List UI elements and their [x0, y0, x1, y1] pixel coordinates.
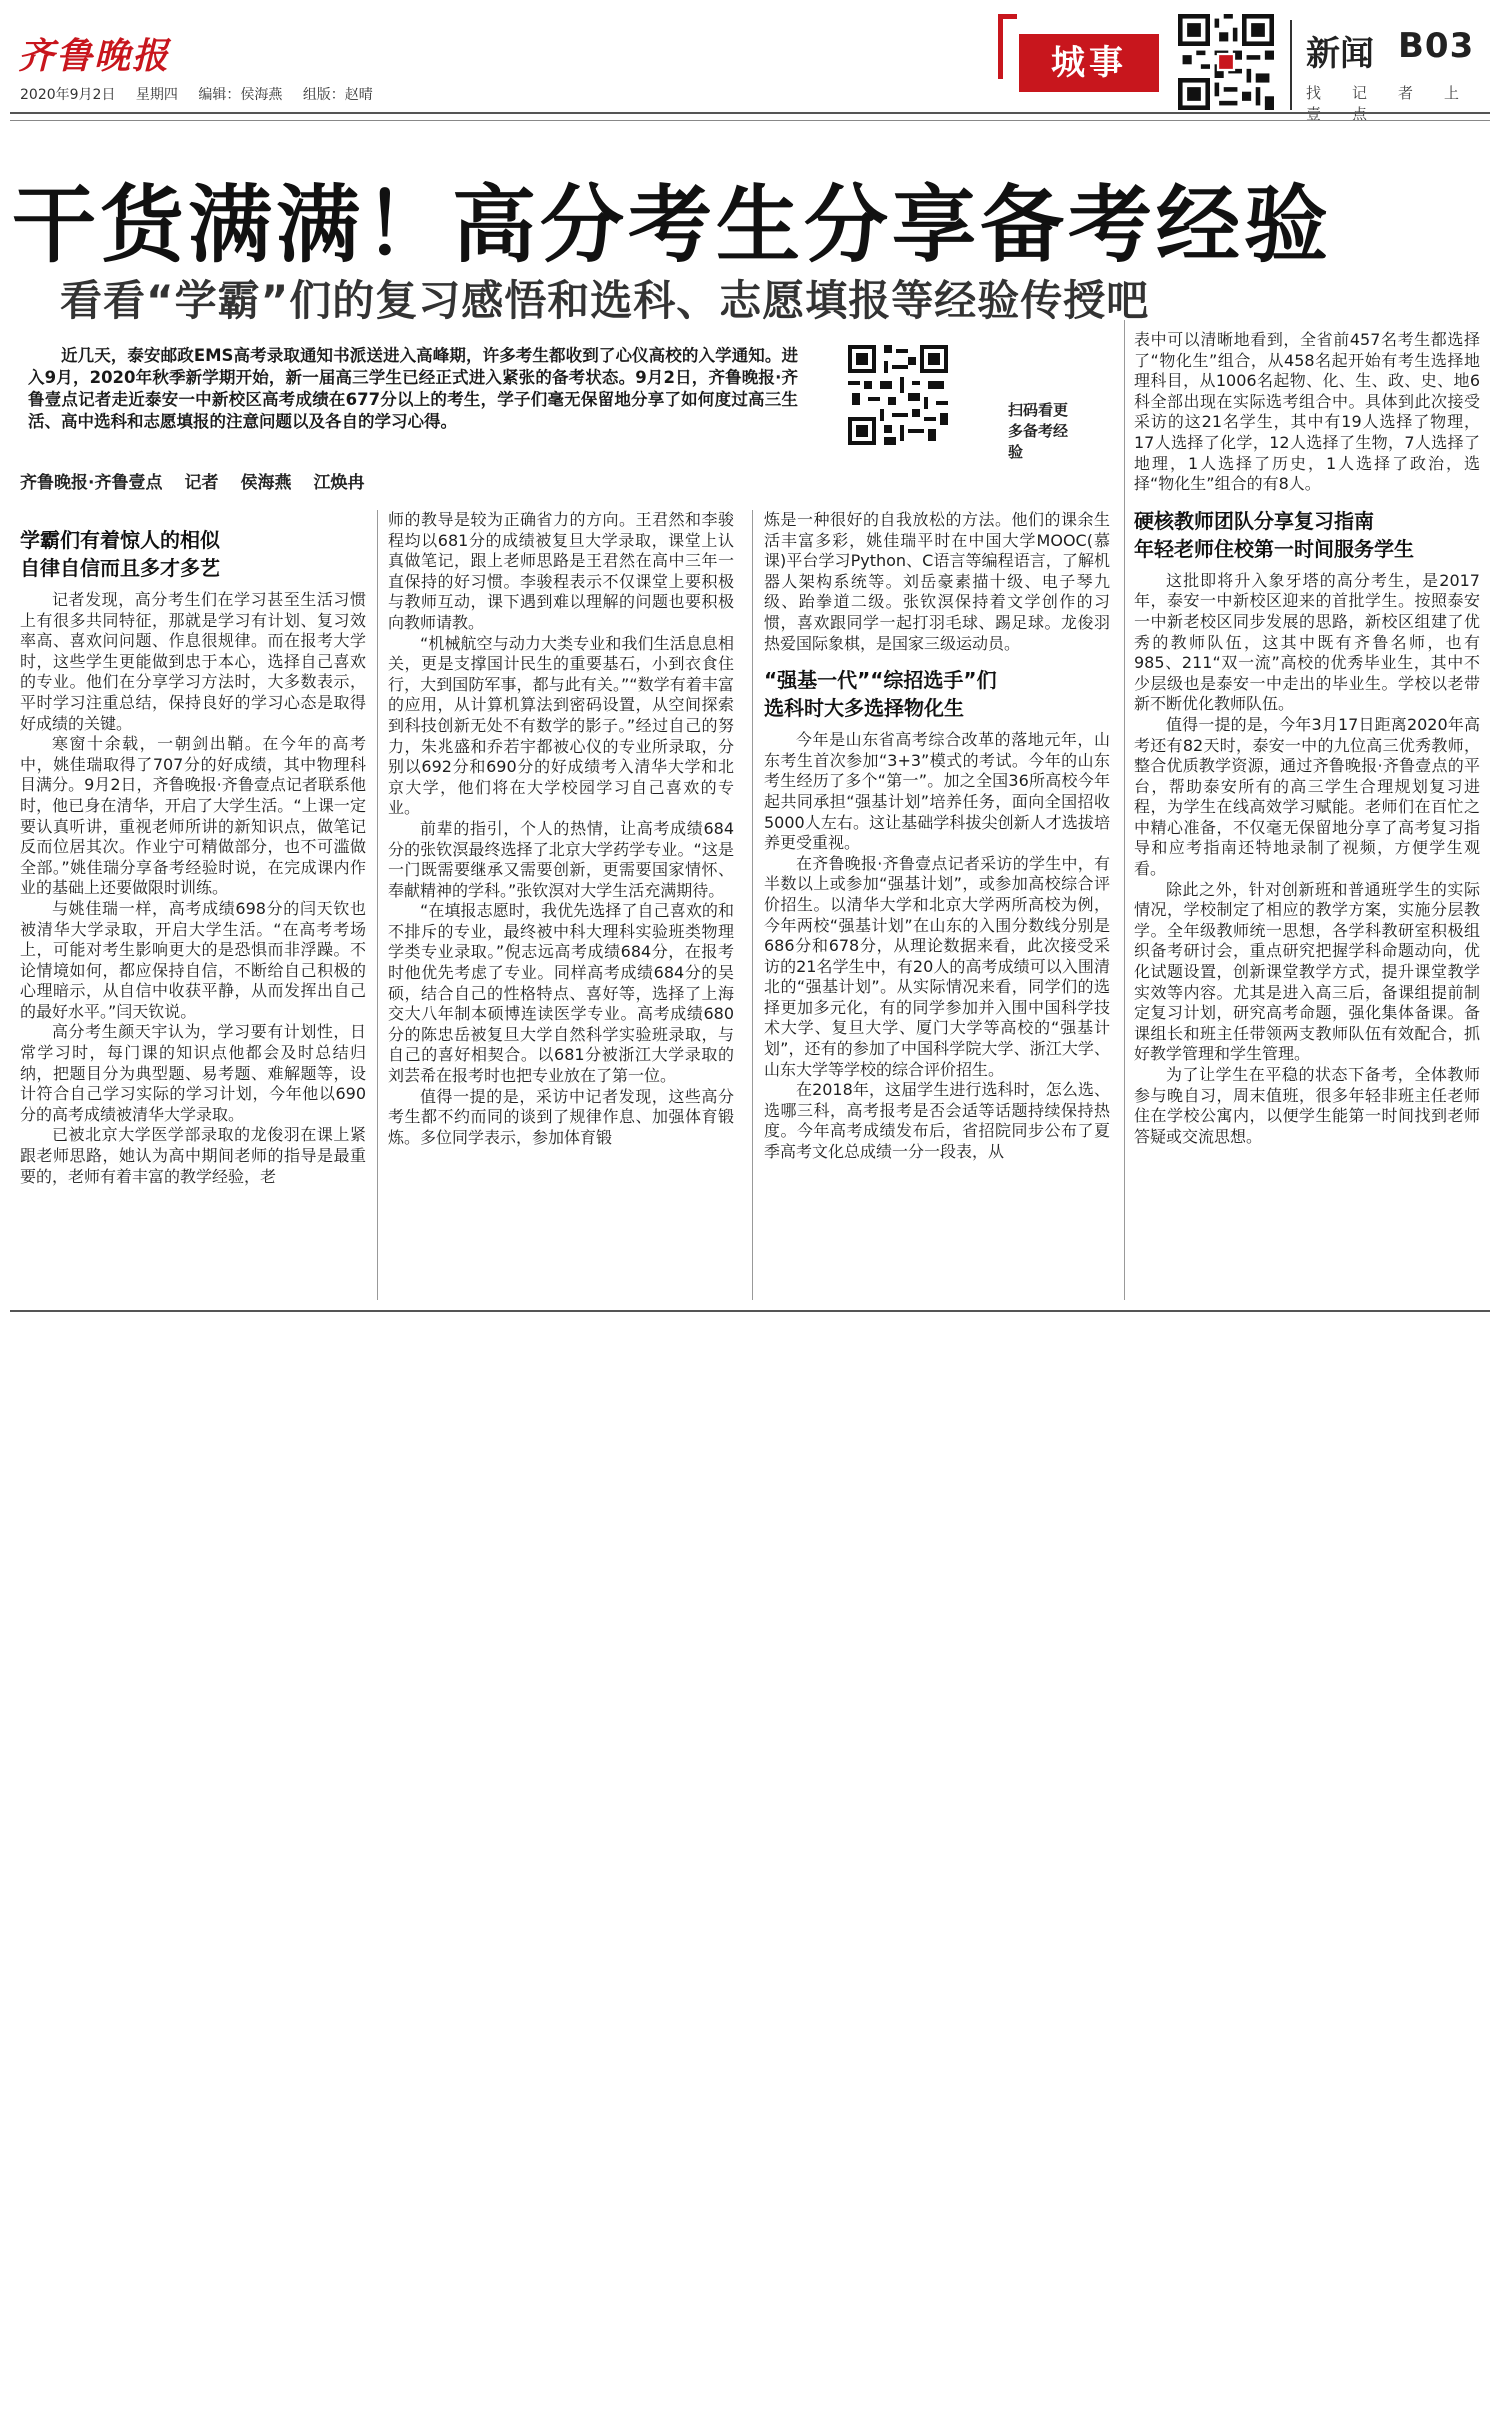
- section-heading: 学霸们有着惊人的相似 自律自信而且多才多艺: [20, 528, 220, 580]
- article-subheadline: 看看“学霸”们的复习感悟和选科、志愿填报等经验传授吧: [60, 276, 1150, 325]
- article-column-1: [20, 520, 366, 1187]
- paragraph: 这批即将升入象牙塔的高分考生，是2017年，泰安一中新校区迎来的首批学生。按照泰安一中新老校区同步发展的思路，新校区组建了优秀的教师队伍，这其中既有齐鲁名师，也有985、211“双一流”高校的优秀毕业生，其中不少层级也是泰安一中走出的毕业生。学校以老带新不断优化教师队伍。: [1134, 570, 1480, 714]
- paragraph: 师的教导是较为正确省力的方向。王君然和李骏程均以681分的成绩被复旦大学录取，课堂上认真做笔记，跟上老师思路是王君然在高中三年一直保持的好习惯。李骏程表示不仅课堂上要积极与教师互动，课下遇到难以理解的问题也要积极向教师请教。: [388, 510, 734, 632]
- paragraph: 表中可以清晰地看到，全省前457名考生都选择了“物化生”组合，从458名起开始有考生选择地理科目，从1006名起物、化、生、政、史、地6科全部出现在实际选考组合中。具体到此次接受采访的这21名学生，其中有19人选择了物理，17人选择了化学，12人选择了生物，7人选择了地理，1人选择了历史，1人选择了政治，选择“物化生”组合的有8人。: [1134, 330, 1480, 494]
- reporter-slogan: 找 记 者 上壹 点: [1306, 84, 1463, 123]
- page-bottom-rule: [10, 1310, 1490, 1312]
- newspaper-logo: 齐鲁晚报: [18, 35, 171, 77]
- paragraph: 寒窗十余载，一朝剑出鞘。在今年的高考中，姚佳瑞取得了707分的好成绩，其中物理科目满分。9月2日，齐鲁晚报·齐鲁壹点记者联系他时，他已身在清华，开启了大学生活。“上课一定要认真听讲，重视老师所讲的新知识点，做笔记反而位居其次。作业宁可精做部分，也不可滥做全部。”姚佳瑞分享备考经验时说，在完成课内作业的基础上还要做限时训练。: [20, 734, 366, 898]
- qr-caption: 扫码看更多备考经验: [1008, 401, 1069, 461]
- column-divider: [1124, 320, 1125, 1300]
- paragraph: 已被北京大学医学部录取的龙俊羽在课上紧跟老师思路，她认为高中期间老师的指导是最重要的，老师有着丰富的教学经验，老: [20, 1125, 366, 1186]
- article-column-3: [764, 510, 1110, 1163]
- section-tag: 城事: [1019, 34, 1159, 92]
- article-qr-code-icon[interactable]: [848, 345, 948, 445]
- paragraph: 记者发现，高分考生们在学习甚至生活习惯上有很多共同特征，那就是学习有计划、复习效率高、喜欢问问题、作息很规律。而在报考大学时，这些学生更能做到忠于本心，选择自己喜欢的专业。他们在分享学习方法时，大多数表示，平时学习注重总结，保持良好的学习心态是取得好成绩的关键。: [20, 590, 366, 733]
- paragraph: 为了让学生在平稳的状态下备考，全体教师参与晚自习，周末值班，很多年轻非班主任老师住在学校公寓内，以便学生能第一时间找到老师答疑或交流思想。: [1134, 1065, 1480, 1146]
- editor-credit: 编辑：侯海燕: [198, 87, 283, 103]
- paragraph: 炼是一种很好的自我放松的方法。他们的课余生活丰富多彩，姚佳瑞平时在中国大学MOOC(慕课)平台学习Python、C语言等编程语言，了解机器人架构系统等。刘岳豪素描十级、电子琴九级、跆拳道二级。张钦溟保持着文学创作的习惯，喜欢跟同学一起打羽毛球、踢足球。龙俊羽热爱国际象棋，是国家三级运动员。: [764, 510, 1110, 653]
- news-label: 新闻: [1306, 34, 1374, 74]
- column-divider: [752, 510, 753, 1300]
- masthead-separator: [1290, 20, 1292, 110]
- section-heading: 硬核教师团队分享复习指南 年轻老师住校第一时间服务学生: [1134, 508, 1414, 561]
- page-number: B03: [1398, 26, 1475, 66]
- paragraph: 今年是山东省高考综合改革的落地元年，山东考生首次参加“3+3”模式的考试。今年的山东考生经历了多个“第一”。加之全国36所高校今年起共同承担“强基计划”培养任务，面向全国招收5000人左右。这让基础学科拔尖创新人才选拔培养更受重视。: [764, 730, 1110, 853]
- paragraph: 与姚佳瑞一样，高考成绩698分的闫天钦也被清华大学录取，开启大学生活。“在高考考场上，可能对考生影响更大的是恐惧而非浮躁。不论情境如何，都应保持自信，不断给自己积极的心理暗示，从自信中收获平静，从而发挥出自己的最好水平。”闫天钦说。: [20, 898, 366, 1021]
- article-byline: 齐鲁晚报·齐鲁壹点 记者 侯海燕 江焕冉: [20, 473, 365, 493]
- issue-date: 2020年9月2日: [20, 87, 116, 103]
- section-bracket-decoration: [998, 14, 1017, 79]
- paragraph: “机械航空与动力大类专业和我们生活息息相关，更是支撑国计民生的重要基石，小到衣食住行，大到国防军事，都与此有关。”“数学有着丰富的应用，从计算机算法到密码设置，从空间探索到科技创新无处不有数学的影子。”经过自己的努力，朱兆盛和乔若宇都被心仪的专业所录取，分别以692分和690分的好成绩考入清华大学和北京大学，他们将在大学校园学习自己喜欢的专业。: [388, 633, 734, 818]
- paragraph: 在2018年，这届学生进行选科时，怎么选、选哪三科，高考报考是否会适等话题持续保持热度。今年高考成绩发布后，省招院同步公布了夏季高考文化总成绩一分一段表，从: [764, 1080, 1110, 1162]
- paragraph: 除此之外，针对创新班和普通班学生的实际情况，学校制定了相应的教学方案，实施分层教学。全年级教师统一思想，各学科教研室积极组织备考研讨会，重点研究把握学科命题动向，优化试题设置，创新课堂教学方式，提升课堂教学实效等内容。尤其是进入高三后，备课组提前制定复习计划，研究高考命题，强化集体备课。备课组长和班主任带领两支教师队伍有效配合，抓好教学管理和学生管理。: [1134, 879, 1480, 1064]
- paragraph: 值得一提的是，今年3月17日距离2020年高考还有82天时，泰安一中的九位高三优秀教师，整合优质教学资源，通过齐鲁晚报·齐鲁壹点的平台，帮助泰安所有的高三学生合理规划复习进程，为学生在线高效学习赋能。老师们在百忙之中精心准备，不仅毫无保留地分享了高考复习指导和应考指南还特地录制了视频，方便学生观看。: [1134, 714, 1480, 879]
- section-heading: “强基一代”“综招选手”们 选科时大多选择物化生: [764, 668, 997, 721]
- masthead-rule-thin: [10, 120, 1490, 121]
- dateline: [20, 84, 389, 104]
- paragraph: 前辈的指引，个人的热情，让高考成绩684分的张钦溟最终选择了北京大学药学专业。“这是一门既需要继承又需要创新，更需要国家情怀、奉献精神的学科。”张钦溟对大学生活充满期待。: [388, 818, 734, 900]
- article-column-2: [388, 510, 734, 1148]
- paragraph: “在填报志愿时，我优先选择了自己喜欢的和不排斥的专业，最终被中科大理科实验班类物理学类专业录取。”倪志远高考成绩684分，在报考时他优先考虑了专业。同样高考成绩684分的吴硕，结合自己的性格特点、喜好等，选择了上海交大八年制本硕博连读医学专业。高考成绩680分的陈忠岳被复旦大学自然科学实验班录取，与自己的喜好相契合。以681分被浙江大学录取的刘芸希在报考时也把专业放在了第一位。: [388, 901, 734, 1086]
- qr-code-icon: [1178, 14, 1274, 110]
- paragraph: 在齐鲁晚报·齐鲁壹点记者采访的学生中，有半数以上或参加“强基计划”，或参加高校综合评价招生。以清华大学和北京大学两所高校为例，今年两校“强基计划”在山东的入围分数线分别是686分和678分，从理论数据来看，此次接受采访的21名学生中，有20人的高考成绩可以入围清北的“强基计划”。从实际情况来看，同学们的选择更加多元化，有的同学参加并入围中国科学技术大学、复旦大学、厦门大学等高校的“强基计划”，还有的参加了中国科学院大学、浙江大学、山东大学等学校的综合评价招生。: [764, 853, 1110, 1079]
- article-lead: 近几天，泰安邮政EMS高考录取通知书派送进入高峰期，许多考生都收到了心仪高校的入学通知。进入9月，2020年秋季新学期开始，新一届高三学生已经正式进入紧张的备考状态。9月2日，齐鲁晚报·齐鲁壹点记者走近泰安一中新校区高考成绩在677分以上的考生，学子们毫无保留地分享了如何度过高三生活、高中选科和志愿填报的注意问题以及各自的学习心得。: [28, 346, 798, 431]
- layout-credit: 组版：赵晴: [302, 87, 373, 103]
- paragraph: 值得一提的是，采访中记者发现，这些高分考生都不约而同的谈到了规律作息、加强体育锻炼。多位同学表示，参加体育锻: [388, 1086, 734, 1147]
- column-divider: [377, 510, 378, 1300]
- paragraph: 高分考生颜天宇认为，学习要有计划性，日常学习时，每门课的知识点他都会及时总结归纳，把题目分为典型题、易考题、难解题等，设计符合自己学习实际的学习计划，今年他以690分的高考成绩被清华大学录取。: [20, 1022, 366, 1124]
- masthead-rule: [10, 112, 1490, 114]
- article-column-4: [1134, 330, 1480, 1147]
- article-headline: 干货满满！高分考生分享备考经验: [12, 176, 1333, 274]
- issue-weekday: 星期四: [135, 87, 178, 103]
